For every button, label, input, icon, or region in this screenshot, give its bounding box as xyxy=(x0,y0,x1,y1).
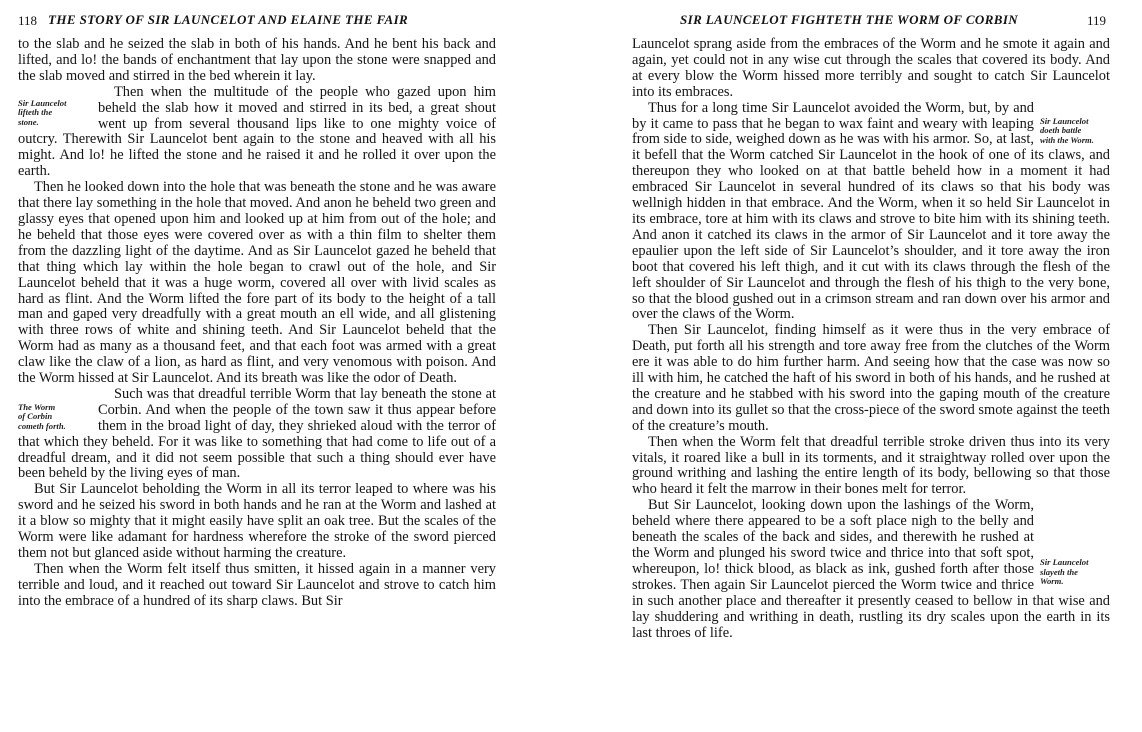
margin-note-launcelot-lifteth-stone xyxy=(18,99,92,128)
margin-note-line: Sir Launcelot xyxy=(1040,557,1089,568)
margin-note-line: stone. xyxy=(18,116,39,127)
paragraph: Then when the Worm felt that dreadful terrible stroke driven thus into its very vitals, it roared like a bull in its torments, and it straightway rolled over upon the ground writhing and lashing the entire length of its body, bellowing so that those who heard it felt the marrow in their bones melt for terror. xyxy=(632,433,1110,498)
margin-note-line: of Corbin xyxy=(18,411,53,422)
right-running-head xyxy=(632,12,1110,30)
paragraph: Then he looked down into the hole that was beneath the stone and he was aware that there lay something in the hole that moved. And anon he beheld two green and glassy eyes that opened upon him and looked up at him from out of the hole; and he beheld that those eyes were covered over as with a thin film to shelter them from the dazzling light of the daytime. And as Sir Launcelot gazed he beheld that that thing which lay within the hole began to crawl out of the hole, and Sir Launcelot beheld that it was a huge worm, covered all over with livid scales as hard as flint. And the Worm lifted the fore part of its body to the height of a tall man and gaped very dreadfully with a great mouth an ell wide, and all glistening with three rows of white and shining teeth. And Sir Launcelot beheld that the Worm had as many as a thousand feet, and that each foot was armed with a great claw like the claw of a lion, as hard as flint, and very venomous with poison. And the Worm hissed at Sir Launcelot. And its breath was like the odor of Death. xyxy=(18,179,496,387)
right-page-body xyxy=(632,37,1110,641)
margin-note-line: doeth battle xyxy=(1040,125,1082,136)
right-page-number: 119 xyxy=(1086,13,1106,28)
paragraph: Such was that dreadful terrible Worm that lay beneath the stone at Corbin. And when the people of the town saw it thus appear before them in the broad light of day, they shrieked aloud with the terror of that which they beheld. For it was like to something that had come to life out of a dreadful dream, and it did not seem possible that such a thing should ever have been beheld by the living eyes of man. xyxy=(18,385,496,482)
margin-note-line: Sir Launcelot xyxy=(18,97,67,108)
paragraph: Then Sir Launcelot, finding himself as it were thus in the very embrace of Death, put forth all his strength and tore away free from the clutches of the Worm ere it was able to do him further harm. And seeing how that the case was now so ill with him, he catched the haft of his sword in both of his hands, and he rushed at the creature and he stabbed with his sword into the gaping mouth of the creature and down into its gullet so that the cross-piece of the sword smote against the teeth of the creature’s mouth. xyxy=(632,322,1110,434)
margin-note-line: Sir Launcelot xyxy=(1040,115,1089,126)
paragraph: But Sir Launcelot, looking down upon the lashings of the Worm, beheld where there appeared to be a soft place nigh to the belly and beneath the scales of the back and sides, and therewith he rushed at the Worm and plunged his sword twice and thrice into that soft spot, whereupon, lo! thick blood, as black as ink, gushed forth after those strokes. Then again Sir Launcelot pierced the Worm twice and thrice in such another place and thereafter it presently ceased to bellow in that wise and lay shuddering and writhing in death, rustling its dry scales upon the earth in its last throes of life. xyxy=(632,497,1110,641)
margin-note-line: with the Worm. xyxy=(1040,134,1094,145)
margin-note-line: The Worm xyxy=(18,401,56,412)
right-page xyxy=(632,0,1110,732)
margin-note-line: slayeth the xyxy=(1040,566,1078,577)
margin-note-line: Worm. xyxy=(1040,576,1064,587)
left-page-body xyxy=(18,37,496,610)
paragraph: to the slab and he seized the slab in both of his hands. And he bent his back and lifted, and lo! the bands of enchantment that lay upon the stone were snapped and the slab moved and stirred in the bed wherein it lay. xyxy=(18,36,496,84)
margin-note-line: lifteth the xyxy=(18,107,53,118)
margin-note-launcelot-doeth-battle xyxy=(1040,117,1110,146)
paragraph: Then when the multitude of the people who gazed upon him beheld the slab how it moved and stirred in its bed, a great shout went up from several thousand lips like to one mighty voice of outcry. Therewith Sir Launcelot bent again to the stone and heaved with all his might. And lo! he lifted the stone and he raised it and he rolled it over upon the earth. xyxy=(18,83,496,180)
margin-note-launcelot-slayeth-worm xyxy=(1040,558,1110,587)
margin-note-worm-cometh-forth xyxy=(18,403,92,432)
left-page xyxy=(18,0,496,732)
paragraph: Thus for a long time Sir Launcelot avoided the Worm, but, by and by it came to pass that he began to wax faint and weary with leaping from side to side, weighed down as he was with his armor. So, at last, it befell that the Worm catched Sir Launcelot in the hook of one of its claws, and thereupon they who looked on at that battle beheld how in a moment it had embraced Sir Launcelot in several hundred of its claws so that his body was wellnigh hidden in that embrace. And the Worm, when it so held Sir Launcelot in its embrace, tore at him with its claws and strove to bite him with its shining teeth. And anon it catched its claws in the armor of Sir Launcelot and it tore away the epaulier upon the left side of Sir Launcelot’s shoulder, and it tore away the iron boot that covered his left thigh, and it cut with its claws through the flesh of the left shoulder of Sir Launcelot and through the flesh of his thigh to the very bone, so that the blood gushed out in a crimson stream and ran down over his armor and over the claws of the Worm. xyxy=(632,99,1110,323)
margin-note-line: cometh forth. xyxy=(18,420,66,431)
left-page-number: 118 xyxy=(18,13,38,28)
left-running-head xyxy=(18,12,496,30)
left-running-head-title: THE STORY OF SIR LAUNCELOT AND ELAINE THE FAIR xyxy=(48,12,409,27)
right-running-head-title: SIR LAUNCELOT FIGHTETH THE WORM OF CORBIN xyxy=(680,12,1019,27)
paragraph: Launcelot sprang aside from the embraces of the Worm and he smote it again and again, yet could not in any wise cut through the scales that covered its body. And at every blow the Worm hissed more terribly and sought to catch Sir Launcelot into its embraces. xyxy=(632,36,1110,100)
paragraph: Then when the Worm felt itself thus smitten, it hissed again in a manner very terrible and loud, and it reached out toward Sir Launcelot and strove to catch him into the embrace of a hundred of its sharp claws. But Sir xyxy=(18,560,496,609)
paragraph: But Sir Launcelot beholding the Worm in all its terror leaped to where was his sword and he seized his sword in both hands and he ran at the Worm and lashed at it a blow so mighty that it might easily have split an oak tree. But the scales of the Worm were like adamant for hardness wherefore the stroke of the sword pierced them not but glanced aside without harming the creature. xyxy=(18,481,496,561)
